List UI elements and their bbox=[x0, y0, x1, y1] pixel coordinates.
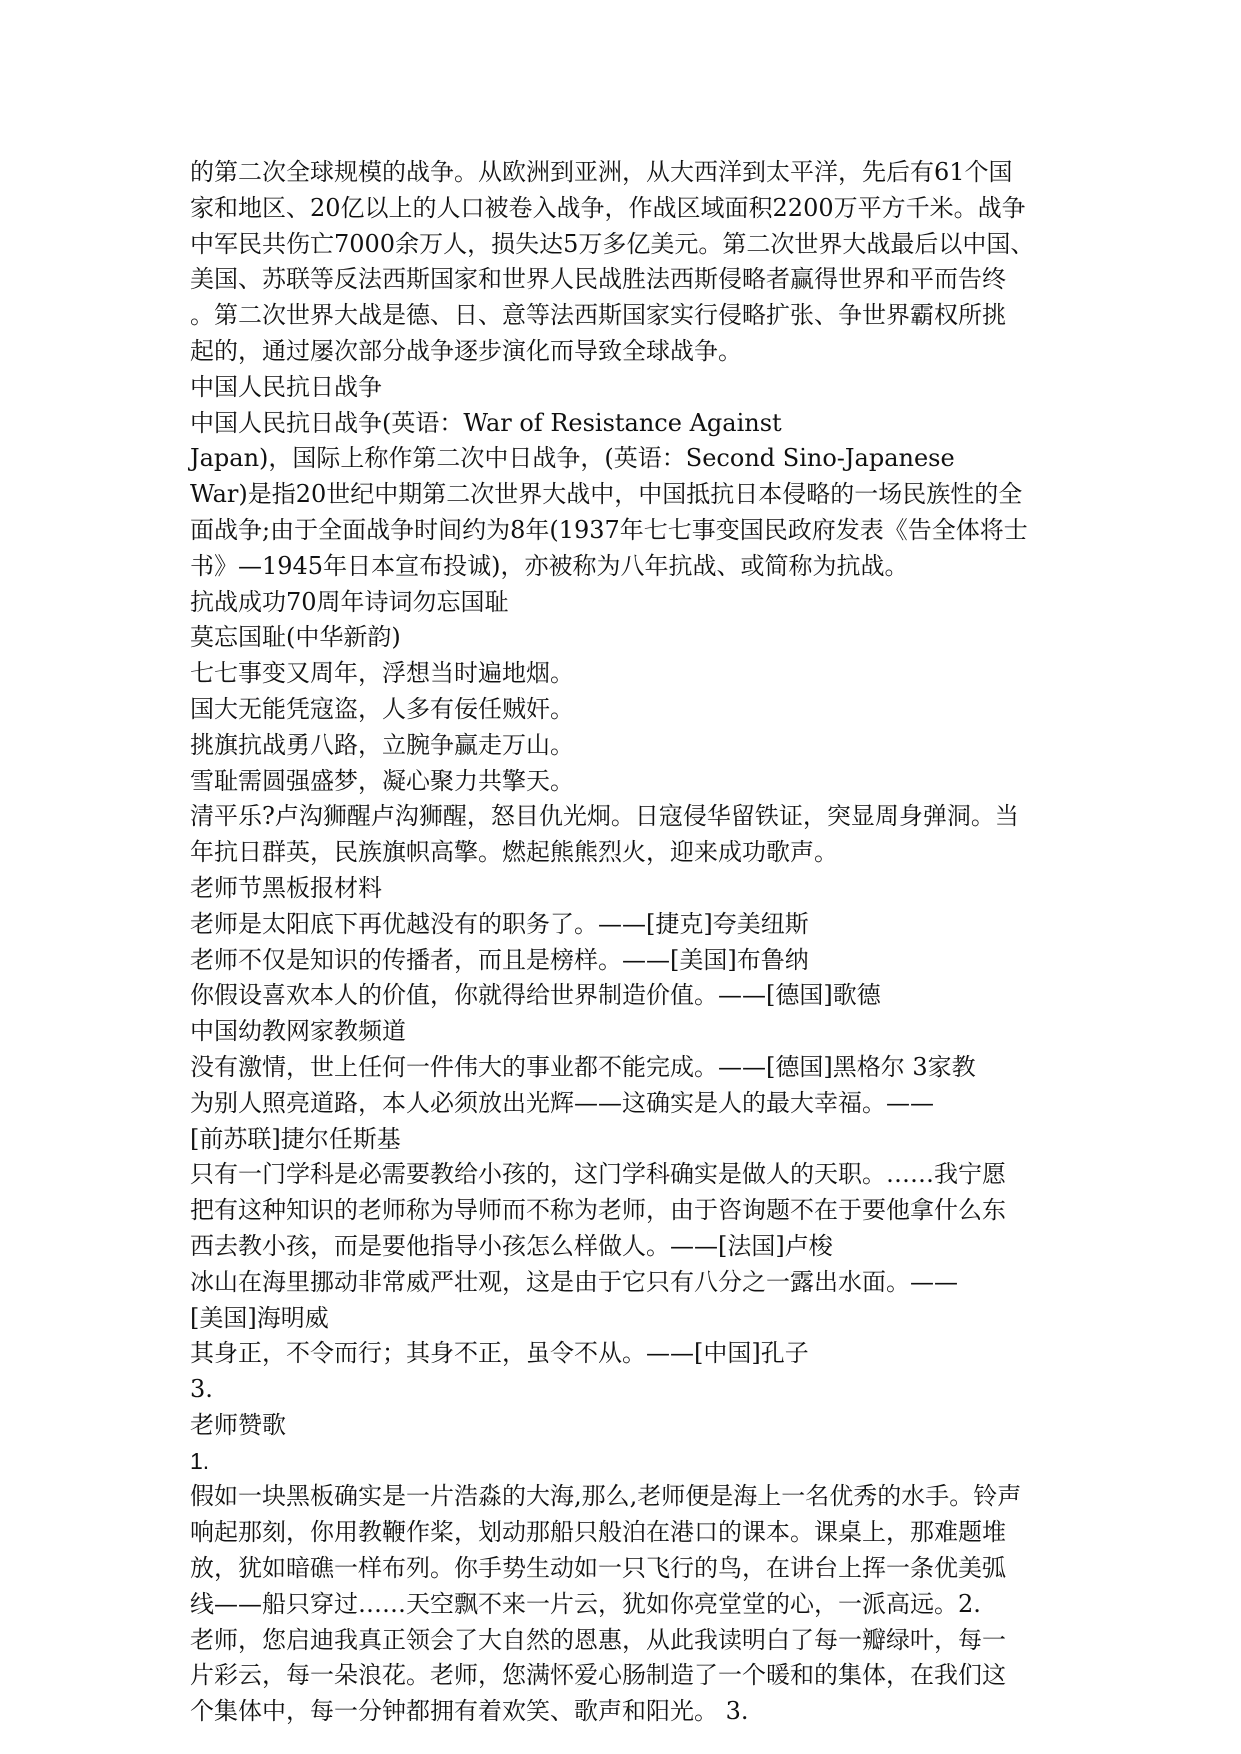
poem-title: 莫忘国耻(中华新韵) bbox=[190, 623, 401, 652]
quote-line: 你假设喜欢本人的价值，你就得给世界制造价值。——[德国]歌德 bbox=[190, 981, 881, 1010]
poem-line: 雪耻需圆强盛梦，凝心聚力共擎天。 bbox=[190, 766, 574, 795]
document-body bbox=[190, 155, 1070, 1730]
quote-line: 把有这种知识的老师称为导师而不称为老师，由于咨询题不在于要他拿什么东 bbox=[190, 1196, 1006, 1225]
section-heading: 中国人民抗日战争 bbox=[190, 372, 382, 401]
poem-line: 七七事变又周年，浮想当时遍地烟。 bbox=[190, 659, 574, 688]
text-line: 美国、苏联等反法西斯国家和世界人民战胜法西斯侵略者赢得世界和平而告终 bbox=[190, 265, 1006, 294]
text-line: 中国人民抗日战争(英语：War of Resistance Against bbox=[190, 408, 782, 437]
quote-line: [前苏联]捷尔任斯基 bbox=[190, 1124, 401, 1153]
quote-line: 为别人照亮道路，本人必须放出光辉——这确实是人的最大幸福。—— bbox=[190, 1088, 934, 1117]
text-line: 面战争;由于全面战争时间约为8年(1937年七七事变国民政府发表《告全体将士 bbox=[190, 515, 1028, 544]
quote-line: [美国]海明威 bbox=[190, 1303, 329, 1332]
quote-line: 西去教小孩，而是要他指导小孩怎么样做人。——[法国]卢梭 bbox=[190, 1231, 833, 1260]
quote-line: 其身正，不令而行；其身不正，虽令不从。——[中国]孔子 bbox=[190, 1339, 809, 1368]
quote-line: 没有激情，世上任何一件伟大的事业都不能完成。——[德国]黑格尔 3家教 bbox=[190, 1052, 976, 1081]
text-line: War)是指20世纪中期第二次世界大战中，中国抵抗日本侵略的一场民族性的全 bbox=[190, 480, 1023, 509]
text-line: 线——船只穿过……天空飘不来一片云，犹如你亮堂堂的心，一派高远。2. bbox=[190, 1589, 981, 1618]
text-line: 书》—1945年日本宣布投诚)，亦被称为八年抗战、或简称为抗战。 bbox=[190, 551, 909, 580]
text-line: 片彩云，每一朵浪花。老师，您满怀爱心肠制造了一个暖和的集体，在我们这 bbox=[190, 1661, 1006, 1690]
list-number: 1. bbox=[190, 1447, 210, 1474]
poem-line: 挑旗抗战勇八路，立腕争赢走万山。 bbox=[190, 730, 574, 759]
section-heading: 抗战成功70周年诗词勿忘国耻 bbox=[190, 587, 509, 616]
text-line: 假如一块黑板确实是一片浩淼的大海,那么,老师便是海上一名优秀的水手。铃声 bbox=[190, 1482, 1022, 1511]
section-heading: 老师赞歌 bbox=[190, 1410, 286, 1439]
quote-line: 冰山在海里挪动非常威严壮观，这是由于它只有八分之一露出水面。—— bbox=[190, 1267, 958, 1296]
quote-line: 老师不仅是知识的传播者，而且是榜样。——[美国]布鲁纳 bbox=[190, 945, 809, 974]
text-line: 响起那刻，你用教鞭作桨，划动那船只般泊在港口的课本。课桌上，那难题堆 bbox=[190, 1518, 1006, 1547]
text-line: 。第二次世界大战是德、日、意等法西斯国家实行侵略扩张、争世界霸权所挑 bbox=[190, 301, 1006, 330]
text-line: 年抗日群英，民族旗帜高擎。燃起熊熊烈火，迎来成功歌声。 bbox=[190, 838, 838, 867]
text-line: 起的，通过屡次部分战争逐步演化而导致全球战争。 bbox=[190, 336, 742, 365]
text-line: 家和地区、20亿以上的人口被卷入战争，作战区域面积2200万平方千米。战争 bbox=[190, 193, 1026, 222]
text-line: Japan)，国际上称作第二次中日战争，(英语：Second Sino-Japanese bbox=[190, 444, 955, 473]
text-line: 的第二次全球规模的战争。从欧洲到亚洲，从大西洋到太平洋，先后有61个国 bbox=[190, 158, 1013, 186]
text-line: 老师，您启迪我真正领会了大自然的恩惠，从此我读明白了每一瓣绿叶，每一 bbox=[190, 1625, 1006, 1654]
text-line: 清平乐?卢沟狮醒卢沟狮醒，怒目仇光炯。日寇侵华留铁证，突显周身弹洞。当 bbox=[190, 802, 1019, 831]
text-line: 个集体中，每一分钟都拥有着欢笑、歌声和阳光。 3. bbox=[190, 1697, 749, 1726]
list-number: 3. bbox=[190, 1375, 213, 1404]
poem-line: 国大无能凭寇盗，人多有佞任贼奸。 bbox=[190, 694, 574, 723]
text-line: 中军民共伤亡7000余万人，损失达5万多亿美元。第二次世界大战最后以中国、 bbox=[190, 229, 1035, 258]
text-line: 放，犹如暗礁一样布列。你手势生动如一只飞行的鸟，在讲台上挥一条优美弧 bbox=[190, 1554, 1006, 1583]
text-line: 中国幼教网家教频道 bbox=[190, 1017, 406, 1046]
quote-line: 只有一门学科是必需要教给小孩的，这门学科确实是做人的天职。……我宁愿 bbox=[190, 1160, 1006, 1189]
section-heading: 老师节黑板报材料 bbox=[190, 873, 382, 902]
quote-line: 老师是太阳底下再优越没有的职务了。——[捷克]夸美纽斯 bbox=[190, 909, 809, 938]
